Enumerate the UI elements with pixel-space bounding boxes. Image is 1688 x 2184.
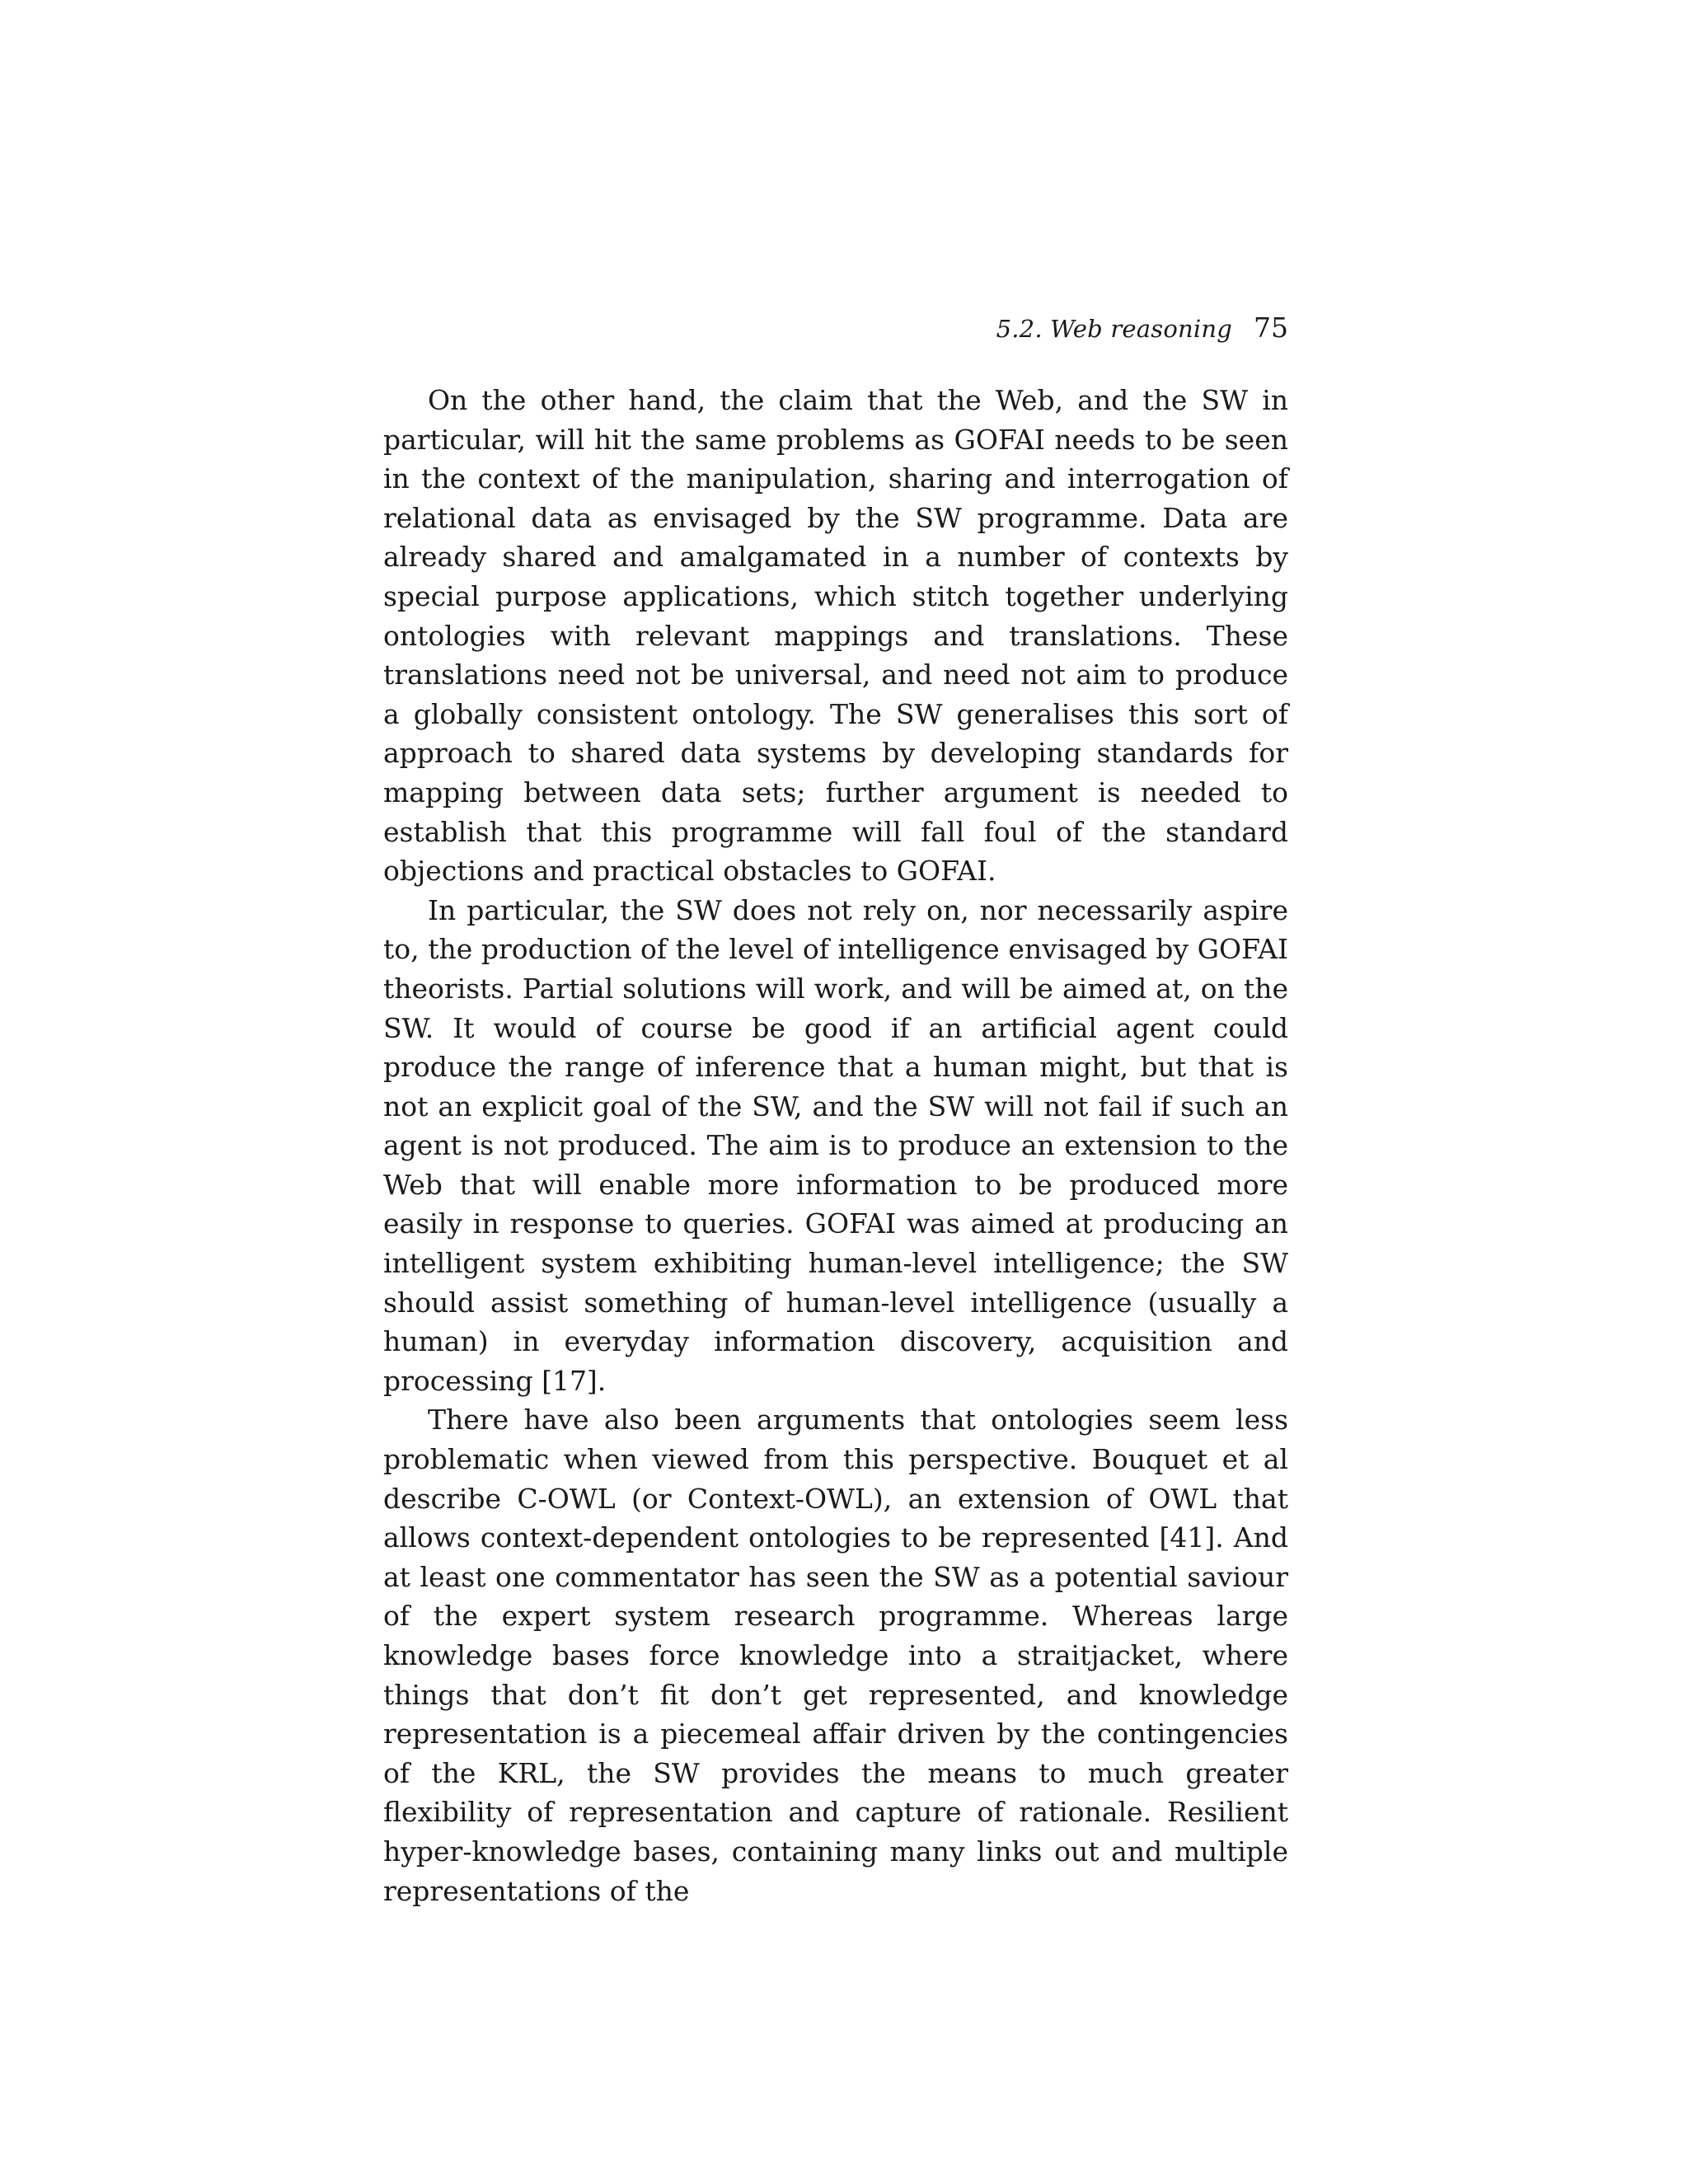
- page-number: 75: [1254, 312, 1288, 344]
- paragraph-2: In particular, the SW does not rely on, nor necessarily aspire to, the production of the level of intelligence envisaged by GOFAI theorists. Partial solutions will work, and will be aimed at, on the SW. It would of course be good if an artificial agent could produce the range of inference that a human might, but that is not an explicit goal of the SW, and the SW will not fail if such an agent is not produced. The aim is to produce an extension to the Web that will enable more information to be produced more easily in response to queries. GOFAI was aimed at producing an intelligent system exhibiting human-level intelligence; the SW should assist something of human-level intelligence (usually a human) in everyday information discovery, acquisition and processing [17].: [383, 893, 1288, 1397]
- section-title: 5.2. Web reasoning: [996, 315, 1232, 343]
- running-header: [383, 312, 1288, 354]
- paragraph-1: On the other hand, the claim that the Web, and the SW in particular, will hit the same problems as GOFAI needs to be seen in the context of the manipulation, sharing and interrogation of relational data as envisaged by the SW programme. Data are already shared and amalgamated in a number of contexts by special purpose applications, which stitch together underlying ontologies with relevant mappings and translations. These translations need not be universal, and need not aim to produce a globally consistent ontology. The SW generalises this sort of approach to shared data systems by developing standards for mapping between data sets; further argument is needed to establish that this programme will fall foul of the standard objections and practical obstacles to GOFAI.: [383, 384, 1288, 888]
- paragraph-3: There have also been arguments that ontologies seem less problematic when viewed from this perspective. Bouquet et al describe C-OWL (or Context-OWL), an extension of OWL that allows context-dependent ontologies to be represented [41]. And at least one commentator has seen the SW as a potential saviour of the expert system research programme. Whereas large knowledge bases force knowledge into a straitjacket, where things that don’t fit don’t get represented, and knowledge representation is a piecemeal affair driven by the contingencies of the KRL, the SW provides the means to much greater flexibility of representation and capture of rationale. Resilient hyper-knowledge bases, containing many links out and multiple representations of the: [383, 1404, 1288, 1907]
- body-text: [383, 381, 1288, 1910]
